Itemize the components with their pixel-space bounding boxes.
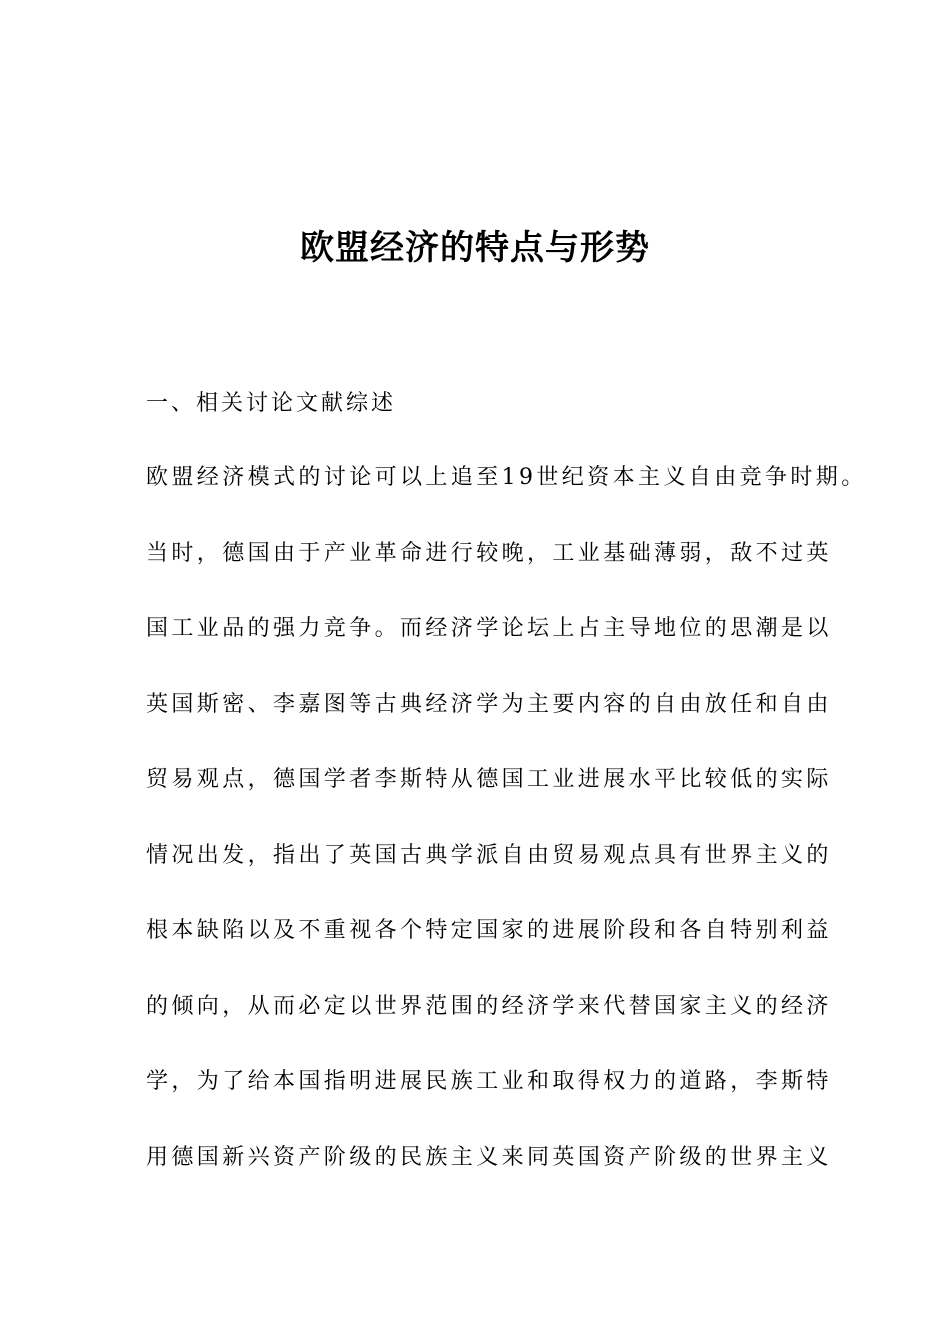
paragraph-line: 根本缺陷以及不重视各个特定国家的进展阶段和各自特别利益 — [146, 918, 832, 943]
paragraph-line: 当时，德国由于产业革命进行较晚，工业基础薄弱，敌不过英 — [146, 540, 832, 566]
paragraph-line: 国工业品的强力竞争。而经济学论坛上占主导地位的思潮是以 — [146, 616, 832, 641]
section-heading: 一、相关讨论文献综述 — [146, 391, 397, 416]
body-paragraph — [146, 458, 867, 1213]
paragraph-line: 学，为了给本国指明进展民族工业和取得权力的道路，李斯特 — [146, 1069, 832, 1094]
paragraph-line: 欧盟经济模式的讨论可以上追至19世纪资本主义自由竞争时期。 — [146, 465, 867, 490]
document-title: 欧盟经济的特点与形势 — [300, 228, 650, 268]
paragraph-line: 的倾向，从而必定以世界范围的经济学来代替国家主义的经济 — [146, 993, 832, 1019]
paragraph-line: 用德国新兴资产阶级的民族主义来同英国资产阶级的世界主义 — [146, 1144, 832, 1170]
paragraph-line: 英国斯密、李嘉图等古典经济学为主要内容的自由放任和自由 — [146, 691, 832, 717]
paragraph-line: 贸易观点，德国学者李斯特从德国工业进展水平比较低的实际 — [146, 767, 832, 792]
paragraph-line: 情况出发，指出了英国古典学派自由贸易观点具有世界主义的 — [146, 842, 832, 868]
